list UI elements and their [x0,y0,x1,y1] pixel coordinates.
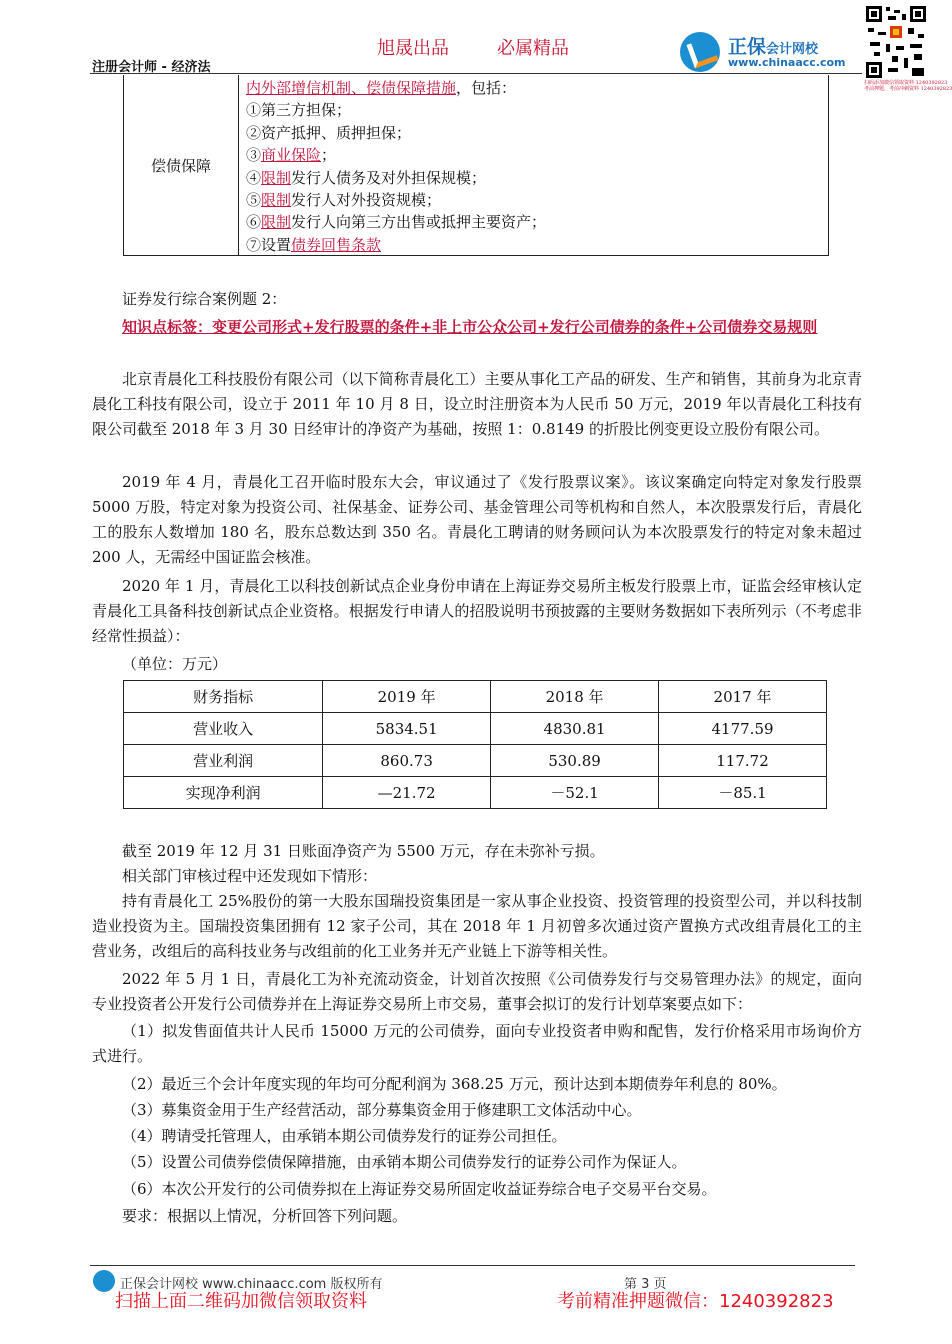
logo-icon [680,32,720,72]
paragraph-3: 2020 年 1 月，青晨化工以科技创新试点企业身份申请在上海证券交易所主板发行股票上市，证监会经审核认定青晨化工具备科技创新试点企业资格。根据发行申请人的招股说明书预披露的主要财务数据如下表所列示（不考虑非经常性损益）： [92,577,862,645]
plan-item-3: （3）募集资金用于生产经营活动，部分募集资金用于修建职工文体活动中心。 [122,1101,642,1119]
table-header: 2019 年 [323,681,491,713]
table-cell: －52.1 [491,777,659,809]
table-cell: 5834.51 [323,713,491,745]
knowledge-tags: 知识点标签：变更公司形式+发行股票的条件+非上市公众公司+发行公司债券的条件+公司债券交易规则 [122,318,818,336]
footer-copyright: 正保会计网校 www.chinaacc.com 版权所有 [120,1277,383,1292]
guarantee-item-5: ⑤限制发行人对外投资规模； [246,191,442,210]
guarantee-item-7: ⑦设置债券回售条款 [246,235,382,254]
plan-item-2: （2）最近三个会计年度实现的年均可分配利润为 368.25 万元，预计达到本期债券年利息的 80%。 [122,1075,787,1093]
qr-caption-2: 考前押题，考前冲刺资料 1240392823 [864,86,952,92]
qr-code [864,4,952,92]
requirement: 要求：根据以上情况，分析回答下列问题。 [122,1207,408,1225]
guarantee-content [246,77,546,256]
slogan-right: 必属精品 [497,38,569,59]
header-divider [90,73,862,74]
guarantee-item-6: ⑥限制发行人向第三方出售或抵押主要资产； [246,213,547,232]
table-row [124,745,827,777]
table-cell: 营业利润 [124,745,323,777]
paragraph-1: 北京青晨化工科技股份有限公司（以下简称青晨化工）主要从事化工产品的研发、生产和销售，其前身为北京青晨化工科技有限公司，设立于 2011 年 10 月 8 日，设立时注册资本为人民币 50 万元，2019 年以青晨化工科技有限公司截至 2018 年 3 月 30 日经审计的净资产为基础，按照 1：0.8149 的折股比例变更设立股份有限公司。 [92,370,862,438]
table-row [124,777,827,809]
guarantee-table [123,75,829,256]
unit-note: （单位：万元） [122,655,228,673]
table-cell: 营业收入 [124,713,323,745]
footer-divider [90,1265,855,1266]
case-title: 证券发行综合案例题 2： [122,290,287,308]
guarantee-label: 偿债保障 [124,75,239,255]
footer-logo-icon [93,1270,115,1292]
paragraph-5: 相关部门审核过程中还发现如下情形： [122,867,378,885]
table-cell: 860.73 [323,745,491,777]
paragraph-4: 截至 2019 年 12 月 31 日账面净资产为 5500 万元，存在未弥补亏损。 [122,842,605,860]
table-header: 财务指标 [124,681,323,713]
promo-right: 考前精准押题微信：1240392823 [557,1291,834,1312]
guarantee-intro: 内外部增信机制、偿债保障措施，包括： [246,79,517,97]
table-cell: 117.72 [659,745,827,777]
paragraph-6: 持有青晨化工 25%股份的第一大股东国瑞投资集团是一家从事企业投资、投资管理的投资型公司，并以科技制造业投资为主。国瑞投资集团拥有 12 家子公司，其在 2018 年 1 月初曾多次通过资产置换方式改组青晨化工的主营业务，改组后的高科技业务与改组前的化工业务并无产业链上下游等相关性。 [92,892,862,960]
paragraph-7: 2022 年 5 月 1 日，青晨化工为补充流动资金，计划首次按照《公司债券发行与交易管理办法》的规定，面向专业投资者公开发行公司债券并在上海证券交易所上市交易，董事会拟订的发行计划草案要点如下： [92,970,862,1013]
table-row [124,713,827,745]
guarantee-item-4: ④限制发行人债务及对外担保规模； [246,168,487,187]
promo-left: 扫描上面二维码加微信领取资料 [115,1291,367,1312]
course-title: 注册会计师 - 经济法 [92,60,211,75]
qr-code-icon [864,4,928,80]
table-cell: 530.89 [491,745,659,777]
logo-name: 正保 [728,36,767,58]
plan-item-5: （5）设置公司债券偿债保障措施，由承销本期公司债券发行的证券公司作为保证人。 [122,1153,687,1171]
plan-item-1: （1）拟发售面值共计人民币 15000 万元的公司债券，面向专业投资者申购和配售，发行价格采用市场询价方式进行。 [92,1022,862,1065]
page-number: 第 3 页 [624,1277,667,1292]
table-header: 2017 年 [659,681,827,713]
logo-url: www.chinaacc.com [728,56,846,69]
financial-table [123,680,827,809]
guarantee-item-3: ③商业保险； [246,146,337,165]
chinaacc-logo [680,30,865,75]
slogan-left: 旭晟出品 [377,38,449,59]
plan-item-6: （6）本次公开发行的公司债券拟在上海证券交易所固定收益证券综合电子交易平台交易。 [122,1180,717,1198]
plan-item-4: （4）聘请受托管理人，由承销本期公司债券发行的证券公司担任。 [122,1127,567,1145]
table-header: 2018 年 [491,681,659,713]
guarantee-item-1: ①第三方担保； [246,101,352,120]
table-cell: 4177.59 [659,713,827,745]
table-cell: 4830.81 [491,713,659,745]
paragraph-2: 2019 年 4 月，青晨化工召开临时股东大会，审议通过了《发行股票议案》。该议案确定向特定对象发行股票 5000 万股，特定对象为投资公司、社保基金、证券公司、基金管理公司等机构和自然人，本次股票发行后，青晨化工的股东人数增加 180 名，股东总数达到 350 名。青晨化工聘请的财务顾问认为本次股票发行的特定对象未超过 200 人，无需经中国证监会核准。 [92,473,862,566]
logo-subname: 会计网校 [766,42,819,57]
table-cell: 实现净利润 [124,777,323,809]
table-cell: —21.72 [323,777,491,809]
table-cell: －85.1 [659,777,827,809]
guarantee-item-2: ②资产抵押、质押担保； [246,123,412,142]
table-header-row [124,681,827,713]
qr-caption-1: 扫码添加微信领取资料 1240392823 [864,80,948,86]
